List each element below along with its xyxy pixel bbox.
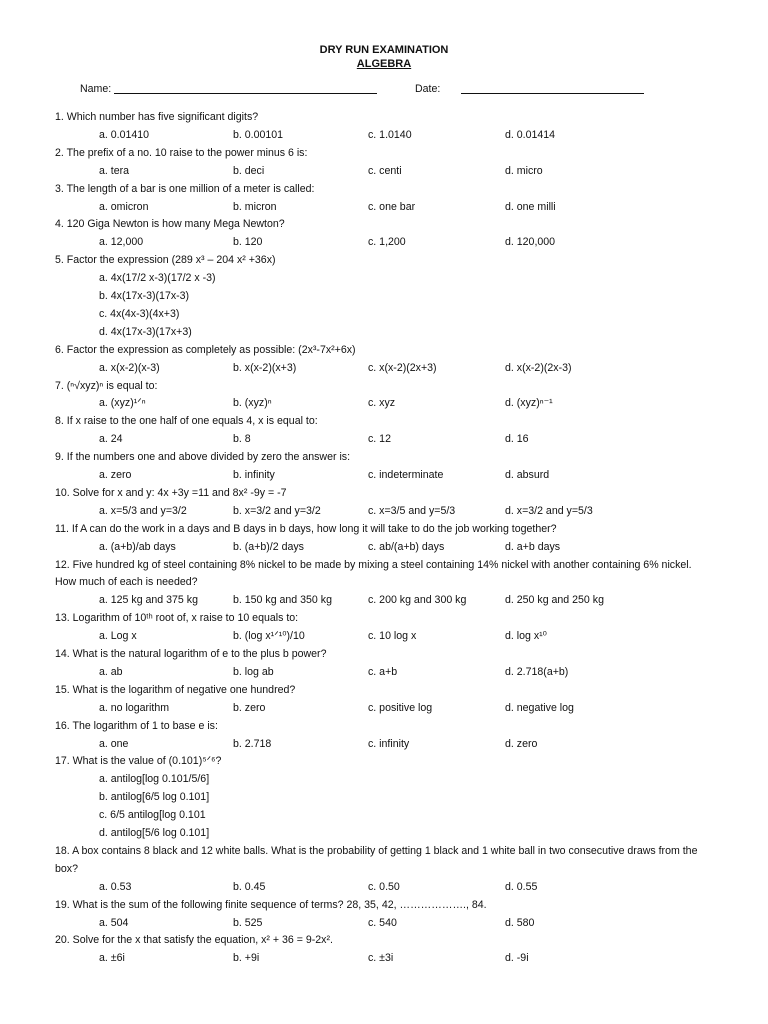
option-d: d. 4x(17x-3)(17x+3)	[99, 325, 192, 338]
question-stem: 2. The prefix of a no. 10 raise to the power minus 6 is:	[55, 146, 308, 159]
option-b: b. 0.00101	[233, 128, 284, 141]
option-d: d. antilog[5/6 log 0.101]	[99, 827, 210, 840]
option-b: b. +9i	[233, 952, 260, 965]
option-b: b. (xyz)ⁿ	[233, 397, 272, 410]
option-d: d. 120,000	[505, 236, 556, 249]
options-row	[55, 879, 715, 897]
option-c: c. a+b	[368, 665, 398, 678]
question-item	[55, 932, 715, 968]
option-a: a. ab	[99, 665, 123, 678]
option-d: d. zero	[505, 737, 538, 750]
question-item	[55, 181, 715, 217]
question-stem: 8. If x raise to the one half of one equals 4, x is equal to:	[55, 415, 318, 428]
question-item	[55, 252, 715, 342]
option-b: b. infinity	[233, 469, 275, 482]
option-c: c. 1.0140	[368, 128, 412, 141]
question-stem: 13. Logarithm of 10ᵗʰ root of, x raise to 10 equals to:	[55, 612, 299, 625]
option-c: c. x(x-2)(2x+3)	[368, 361, 437, 374]
option-c: c. 10 log x	[368, 630, 417, 643]
option-d: d. one milli	[505, 200, 556, 213]
question-item	[55, 610, 715, 646]
option-c: c. 200 kg and 300 kg	[368, 594, 467, 607]
option-c: c. 6/5 antilog[log 0.101	[99, 809, 206, 822]
option-b: b. micron	[233, 200, 277, 213]
option-a: a. ±6i	[99, 952, 125, 965]
option-a: a. (a+b)/ab days	[99, 540, 176, 553]
question-stem: 4. 120 Giga Newton is how many Mega Newton?	[55, 218, 285, 231]
options-row	[55, 628, 715, 646]
question-stem: 17. What is the value of (0.101)⁵ᐟ⁶?	[55, 755, 222, 768]
option-d: d. absurd	[505, 469, 550, 482]
question-item	[55, 557, 715, 611]
question-stem: 1. Which number has five significant digits?	[55, 111, 259, 123]
question-item	[55, 413, 715, 449]
question-item	[55, 216, 715, 252]
question-stem: 19. What is the sum of the following finite sequence of terms? 28, 35, 42, ………………., 84.	[55, 898, 487, 911]
options-list	[55, 771, 715, 843]
option-a: a. tera	[99, 164, 130, 177]
option-b: b. 120	[233, 236, 263, 249]
question-item	[55, 449, 715, 485]
option-d: d. x(x-2)(2x-3)	[505, 361, 572, 374]
options-row	[55, 431, 715, 449]
option-a: a. one	[99, 737, 129, 750]
option-a: a. Log x	[99, 630, 137, 643]
question-stem: 3. The length of a bar is one million of a meter is called:	[55, 182, 315, 195]
option-c: c. infinity	[368, 737, 410, 750]
option-a: a. 125 kg and 375 kg	[99, 594, 198, 607]
option-d: d. 16	[505, 433, 529, 446]
options-row	[55, 539, 715, 557]
option-b: b. x(x-2)(x+3)	[233, 361, 297, 374]
options-row	[55, 950, 715, 968]
option-d: d. (xyz)ⁿ⁻¹	[505, 397, 553, 410]
option-d: d. micro	[505, 164, 543, 177]
options-row	[55, 234, 715, 252]
exam-title: DRY RUN EXAMINATION	[319, 44, 449, 56]
options-row	[55, 915, 715, 933]
option-b: b. log ab	[233, 665, 274, 678]
option-b: b. zero	[233, 701, 266, 714]
question-stem: 12. Five hundred kg of steel containing 8% nickel to be made by mixing a steel containing 14% nickel with another containing 6% nickel. How much of each is needed?	[55, 558, 692, 589]
options-row	[55, 592, 715, 610]
option-d: d. 250 kg and 250 kg	[505, 594, 604, 607]
option-c: c. one bar	[368, 200, 416, 213]
question-item	[55, 109, 715, 145]
question-stem: 14. What is the natural logarithm of e to the plus b power?	[55, 648, 327, 660]
option-a: a. omicron	[99, 200, 149, 213]
option-a: a. x=5/3 and y=3/2	[99, 504, 187, 517]
date-blank-line	[461, 93, 644, 94]
option-c: c. 12	[368, 433, 391, 446]
question-item	[55, 378, 715, 414]
question-item	[55, 646, 715, 682]
option-c: c. ab/(a+b) days	[368, 540, 445, 553]
option-b: b. 8	[233, 433, 251, 446]
options-row	[55, 395, 715, 413]
options-row	[55, 163, 715, 181]
option-b: b. 0.45	[233, 880, 266, 893]
question-stem: 7. (ⁿ√xyz)ⁿ is equal to:	[55, 379, 158, 392]
option-b: b. 2.718	[233, 737, 272, 750]
question-stem: 11. If A can do the work in a days and B days in b days, how long it will take to do the job working together?	[55, 522, 557, 535]
date-label: Date:	[415, 83, 441, 95]
question-stem: 9. If the numbers one and above divided by zero the answer is:	[55, 451, 351, 464]
option-c: c. 1,200	[368, 236, 406, 249]
question-item	[55, 718, 715, 754]
question-stem: 6. Factor the expression as completely as possible: (2x³-7x²+6x)	[55, 343, 356, 356]
question-stem: 16. The logarithm of 1 to base e is:	[55, 719, 218, 732]
option-c: c. 4x(4x-3)(4x+3)	[99, 307, 180, 320]
options-row	[55, 467, 715, 485]
option-c: c. centi	[368, 164, 402, 177]
option-d: d. 580	[505, 916, 535, 929]
option-b: b. deci	[233, 164, 265, 177]
question-stem: 20. Solve for the x that satisfy the equation, x² + 36 = 9-2x².	[55, 934, 333, 947]
option-d: d. log x¹⁰	[505, 630, 547, 643]
option-d: d. 2.718(a+b)	[505, 665, 569, 678]
options-row	[55, 199, 715, 217]
question-stem: 18. A box contains 8 black and 12 white balls. What is the probability of getting 1 black and 1 white ball in two consecutive draws from the box?	[55, 844, 698, 875]
option-a: a. 0.53	[99, 880, 132, 893]
option-d: d. negative log	[505, 701, 574, 714]
options-list	[55, 270, 715, 342]
option-a: a. 24	[99, 433, 123, 446]
option-c: c. 540	[368, 916, 397, 929]
option-a: a. zero	[99, 469, 132, 482]
question-item	[55, 682, 715, 718]
option-a: a. antilog[log 0.101/5/6]	[99, 773, 210, 786]
question-stem: 15. What is the logarithm of negative one hundred?	[55, 683, 296, 696]
option-c: c. positive log	[368, 701, 433, 714]
option-b: b. 150 kg and 350 kg	[233, 594, 332, 607]
options-row	[55, 736, 715, 754]
option-b: b. x=3/2 and y=3/2	[233, 504, 321, 517]
question-item	[55, 521, 715, 557]
option-a: a. 4x(17/2 x-3)(17/2 x -3)	[99, 272, 216, 285]
option-d: d. a+b days	[505, 540, 561, 553]
option-d: d. -9i	[505, 952, 529, 965]
question-item	[55, 145, 715, 181]
option-d: d. 0.55	[505, 880, 538, 893]
options-row	[55, 360, 715, 378]
options-row	[55, 127, 715, 145]
option-b: b. (log x¹ᐟ¹⁰)/10	[233, 630, 305, 643]
name-blank-line	[114, 93, 377, 94]
question-item	[55, 843, 715, 897]
option-c: c. ±3i	[368, 952, 394, 965]
options-row	[55, 503, 715, 521]
question-list	[55, 109, 715, 968]
option-a: a. (xyz)¹ᐟⁿ	[99, 397, 146, 410]
question-stem: 5. Factor the expression (289 x³ – 204 x² +36x)	[55, 254, 276, 267]
option-d: d. x=3/2 and y=5/3	[505, 504, 593, 517]
exam-subject: ALGEBRA	[356, 58, 412, 70]
option-b: b. antilog[6/5 log 0.101]	[99, 791, 210, 804]
name-label: Name:	[80, 83, 112, 95]
option-b: b. 525	[233, 916, 263, 929]
name-date-row	[80, 81, 700, 97]
options-row	[55, 700, 715, 718]
question-item	[55, 897, 715, 933]
option-c: c. x=3/5 and y=5/3	[368, 504, 456, 517]
question-item	[55, 485, 715, 521]
option-c: c. 0.50	[368, 880, 400, 893]
options-row	[55, 664, 715, 682]
option-a: a. 12,000	[99, 236, 144, 249]
option-c: c. indeterminate	[368, 469, 444, 482]
option-b: b. (a+b)/2 days	[233, 540, 304, 553]
option-a: a. 504	[99, 916, 129, 929]
question-item	[55, 753, 715, 843]
option-a: a. no logarithm	[99, 701, 170, 714]
question-stem: 10. Solve for x and y: 4x +3y =11 and 8x² -9y = -7	[55, 486, 287, 499]
option-c: c. xyz	[368, 397, 396, 410]
option-a: a. 0.01410	[99, 128, 150, 141]
question-item	[55, 342, 715, 378]
option-d: d. 0.01414	[505, 128, 556, 141]
option-b: b. 4x(17x-3)(17x-3)	[99, 290, 190, 302]
option-a: a. x(x-2)(x-3)	[99, 361, 160, 374]
